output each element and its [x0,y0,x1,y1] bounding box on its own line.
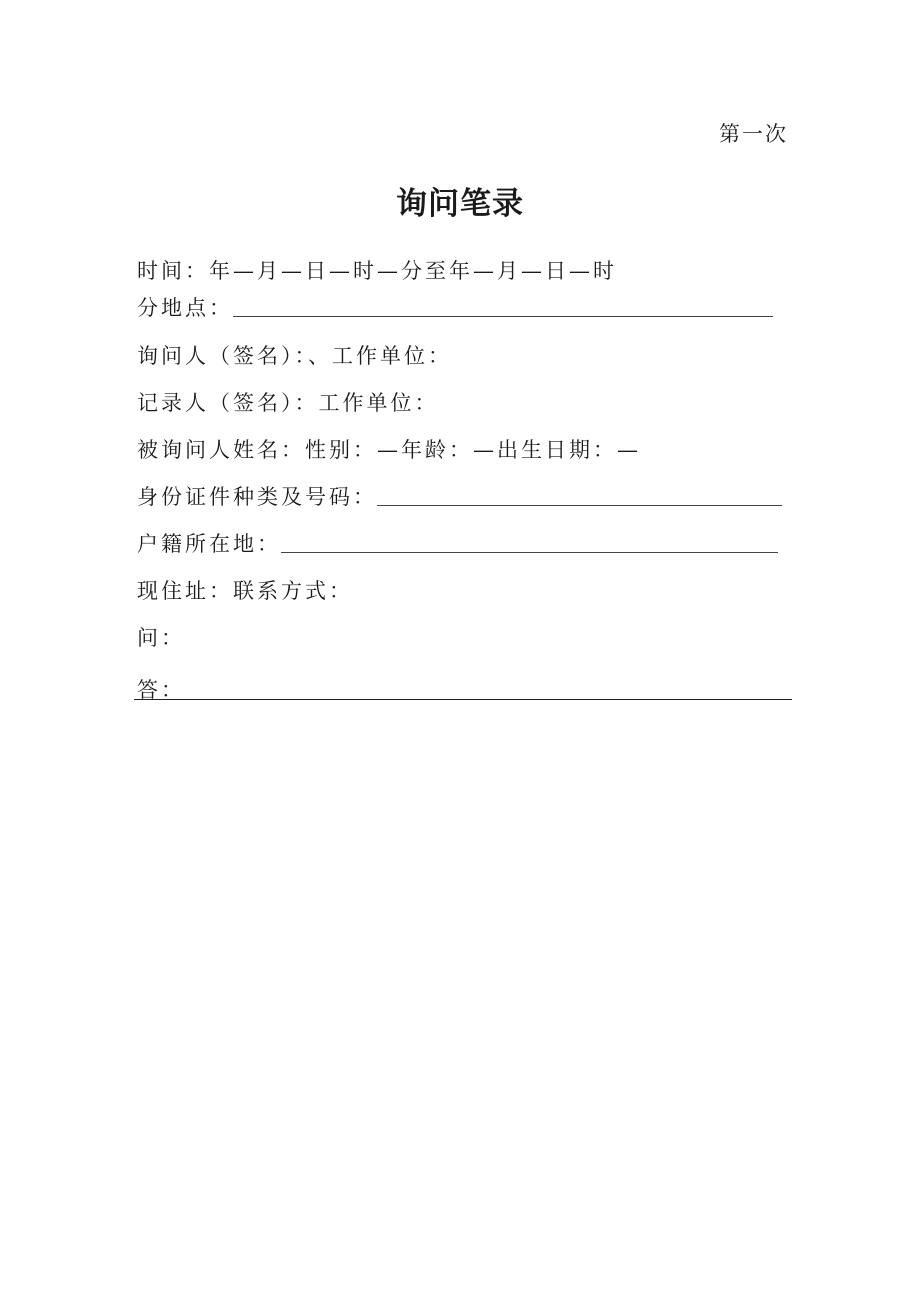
answer-label: 答： [137,678,185,702]
time-label: 时间：年—月—日—时—分至年—月—日—时 [137,259,617,283]
time-field [137,255,617,285]
residence-label: 户籍所在地： [137,532,281,556]
id-label: 身份证件种类及号码： [137,485,377,509]
recorder-field [137,387,439,417]
place-field [137,292,773,322]
id-input-line[interactable] [377,505,782,506]
address-field [137,575,353,605]
answer-line[interactable] [134,699,792,700]
question-label: 问： [137,626,185,650]
residence-input-line[interactable] [281,552,778,553]
interviewee-field [137,434,641,464]
interviewer-field [137,340,452,370]
interviewer-label: 询问人（签名）：、工作单位： [137,344,452,368]
id-field [137,481,782,511]
place-input-line[interactable] [233,316,773,317]
residence-field [137,528,778,558]
document-title: 询问笔录 [396,186,524,222]
question-field [137,622,185,652]
recorder-label: 记录人（签名）：工作单位： [137,391,439,415]
interviewee-label: 被询问人姓名：性别：—年龄：—出生日期：— [137,438,641,462]
place-label: 分地点： [137,296,233,320]
address-label: 现住址：联系方式： [137,579,353,603]
sequence-label: 第一次 [719,122,788,146]
